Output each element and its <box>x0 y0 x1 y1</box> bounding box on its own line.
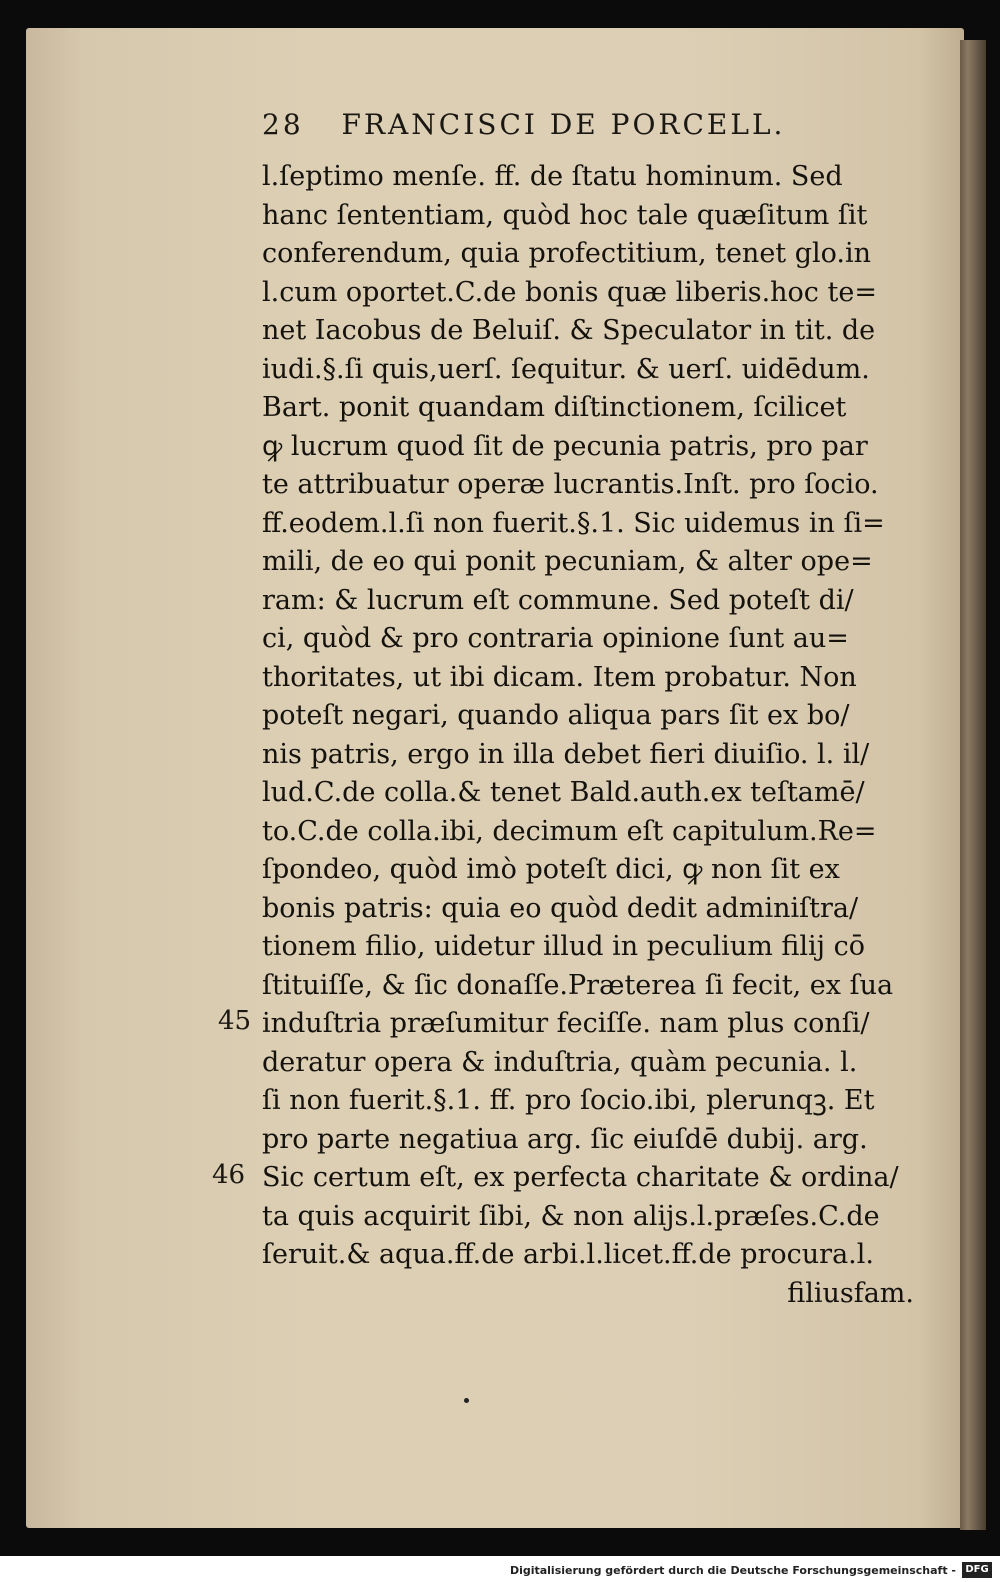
text-line: ta quis acquirit ſibi, & non alijs.l.præſes.C.de <box>262 1200 880 1232</box>
running-head <box>262 108 785 141</box>
margin-number: 46 <box>212 1160 246 1190</box>
page-number: 28 <box>262 108 304 141</box>
text-line: l.ſeptimo menſe. ff. de ſtatu hominum. Sed <box>262 161 843 192</box>
text-line: thoritates, ut ibi dicam. Item probatur. Non <box>262 661 857 693</box>
text-line: ram: & lucrum eſt commune. Sed poteſt di/ <box>262 584 854 616</box>
text-line: mili, de eo qui ponit pecuniam, & alter ope= <box>262 546 873 577</box>
footer-credit: Digitalisierung gefördert durch die Deutsche Forschungsgemeinschaft - <box>509 1564 956 1577</box>
text-line: l.cum oportet.C.de bonis quæ liberis.hoc te= <box>262 276 877 308</box>
text-line: deratur opera & induſtria, quàm pecunia. l. <box>262 1046 858 1078</box>
text-line: nis patris, ergo in illa debet fieri diuiſio. l. il/ <box>262 738 870 770</box>
text-line: ff.eodem.l.ſi non fuerit.§.1. Sic uidemus in ſi= <box>262 507 885 539</box>
text-line: ſtituiſſe, & ſic donaſſe.Præterea ſi fecit, ex ſua <box>262 969 894 1001</box>
text-line: induſtria præſumitur feciſſe. nam plus conſi/ <box>262 1008 870 1039</box>
text-line: ſi non fuerit.§.1. ff. pro ſocio.ibi, plerunqꝫ. Et <box>262 1085 875 1116</box>
catchword: filiusfam. <box>787 1277 914 1309</box>
book-spine <box>960 40 986 1530</box>
margin-number: 45 <box>218 1006 252 1036</box>
footer-bar <box>0 1556 1000 1582</box>
text-line: net Iacobus de Beluiſ. & Speculator in tit. de <box>262 315 876 346</box>
text-line: bonis patris: quia eo quòd dedit adminiſtra/ <box>262 892 859 924</box>
text-line: Sic certum eſt, ex perfecta charitate & ordina/ <box>262 1162 899 1193</box>
text-line: lud.C.de colla.& tenet Bald.auth.ex teſtamē/ <box>262 777 865 808</box>
text-line: conferendum, quia profectitium, tenet glo.in <box>262 238 872 269</box>
dfg-logo-icon: DFG <box>962 1562 992 1578</box>
text-line: iudi.§.ſi quis,uerſ. ſequitur. & uerſ. uidēdum. <box>262 353 870 385</box>
text-line: Bart. ponit quandam diſtinctionem, ſcilicet <box>262 392 847 423</box>
text-line: hanc ſententiam, quòd hoc tale quæſitum ſit <box>262 199 868 231</box>
text-line: ꝙ lucrum quod ſit de pecunia patris, pro par <box>262 430 868 462</box>
text-line: tionem filio, uidetur illud in peculium filij cō <box>262 931 866 962</box>
running-title: FRANCISCI DE PORCELL. <box>341 108 786 141</box>
text-line: poteſt negari, quando aliqua pars ſit ex bo/ <box>262 700 850 731</box>
text-line: pro parte negatiua arg. ſic eiuſdē dubij. arg. <box>262 1123 868 1155</box>
body-text <box>262 158 922 1313</box>
text-line: to.C.de colla.ibi, decimum eſt capitulum.Re= <box>262 815 877 847</box>
text-line: ſeruit.& aqua.ff.de arbi.l.licet.ff.de procura.l. <box>262 1239 874 1270</box>
text-line: ci, quòd & pro contraria opinione ſunt au= <box>262 623 849 654</box>
text-line: te attribuatur operæ lucrantis.Inſt. pro ſocio. <box>262 469 879 500</box>
text-line: ſpondeo, quòd imò poteſt dici, ꝙ non ſit ex <box>262 854 840 885</box>
ink-speck <box>464 1398 469 1403</box>
